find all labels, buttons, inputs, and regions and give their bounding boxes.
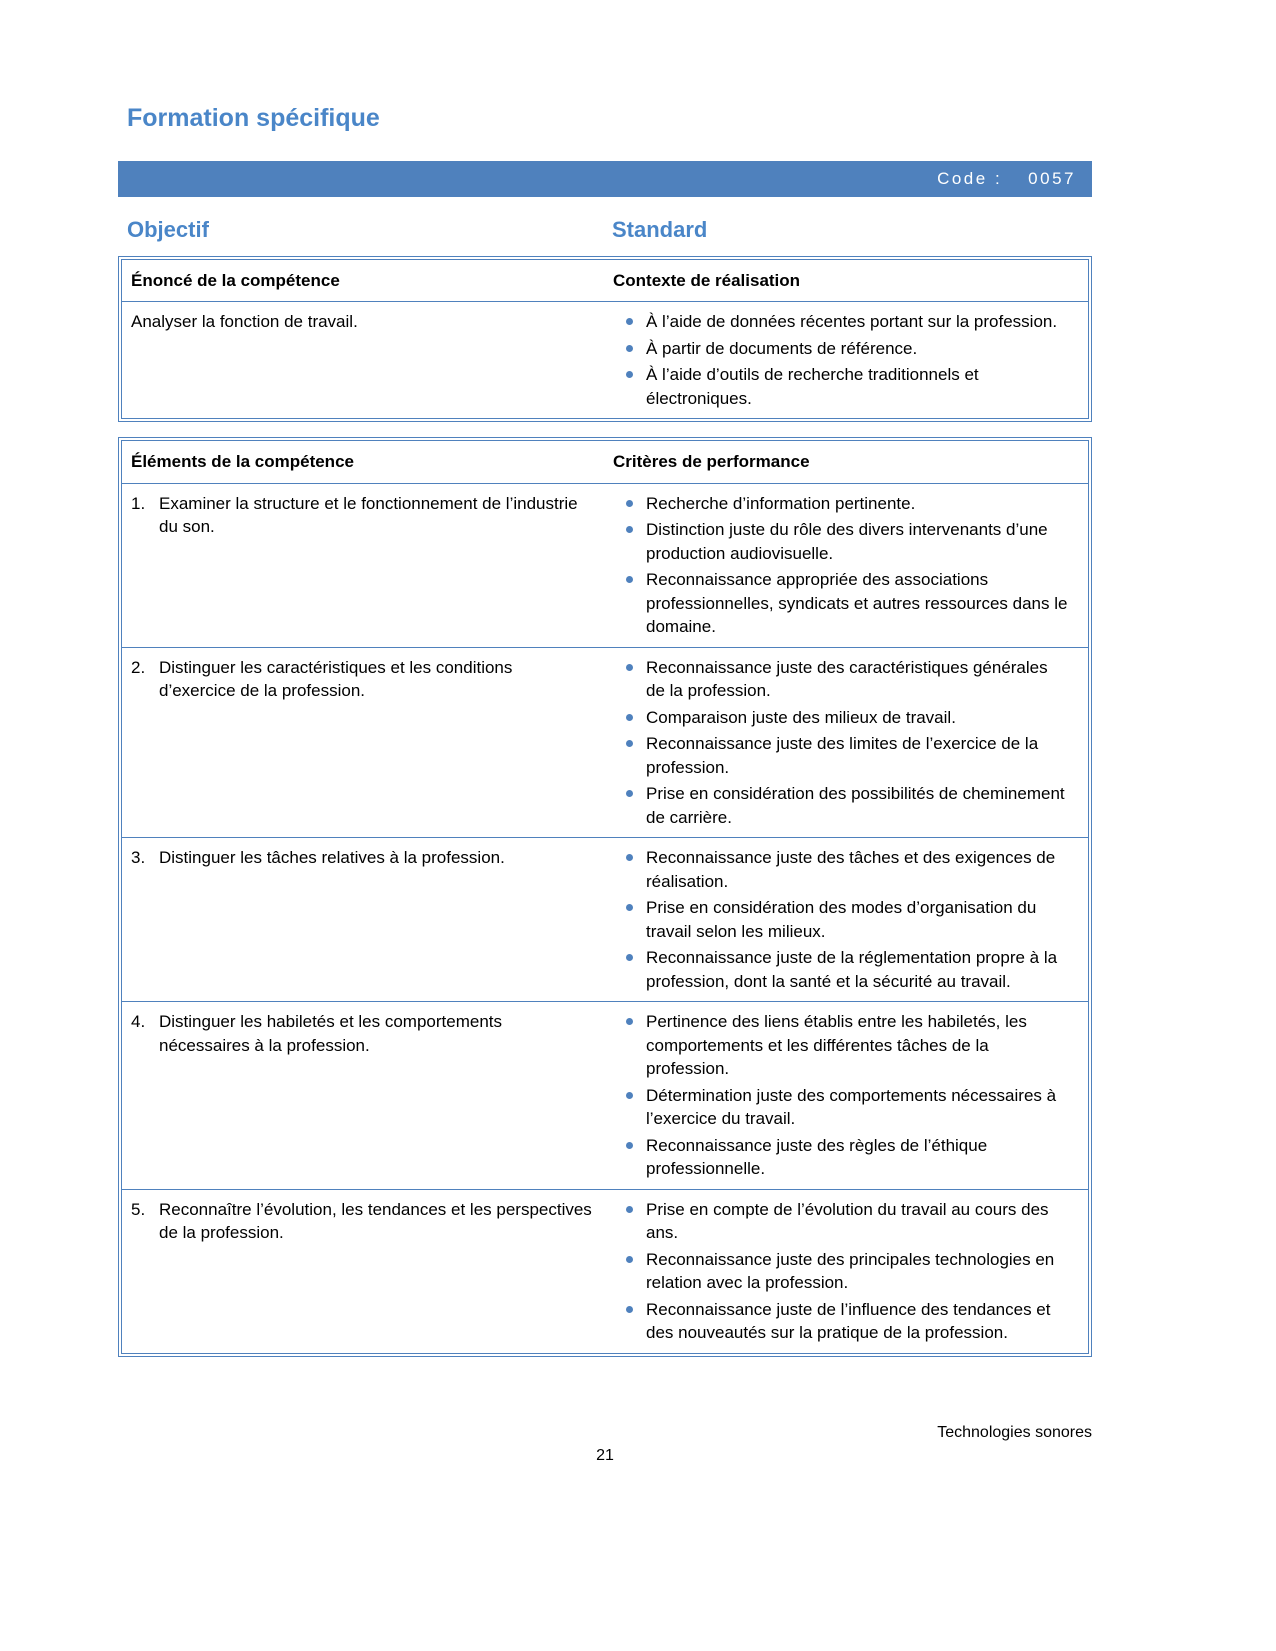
element-cell <box>122 838 613 1001</box>
element-item <box>131 492 593 539</box>
bullet-icon <box>626 371 633 378</box>
list-item <box>613 1134 1068 1181</box>
bullet-text: Reconnaissance juste de la réglementation propre à la profession, dont la santé et la sécurité au travail. <box>646 948 1058 991</box>
element-text: Distinguer les tâches relatives à la profession. <box>159 848 505 868</box>
footer-program-name: Technologies sonores <box>937 1423 1092 1441</box>
bullet-icon <box>626 1206 633 1213</box>
bullet-text: Distinction juste du rôle des divers intervenants d’une production audiovisuelle. <box>646 520 1048 563</box>
column-heading-standard: Standard <box>612 216 708 242</box>
bullet-icon <box>626 1018 633 1025</box>
list-item <box>613 782 1068 829</box>
list-item <box>613 896 1068 943</box>
code-bar <box>118 161 1092 197</box>
bullet-icon <box>626 740 633 747</box>
element-number: 1. <box>131 493 146 513</box>
list-item <box>613 492 1068 516</box>
bullet-icon <box>626 1092 633 1099</box>
element-cell <box>122 484 613 647</box>
bullet-text: Reconnaissance juste des règles de l’éthique professionnelle. <box>646 1135 988 1179</box>
table-row <box>122 837 1088 1001</box>
bullet-text: À partir de documents de référence. <box>646 338 918 358</box>
criteres-bullet-list <box>613 1190 1088 1353</box>
bullet-icon <box>626 1306 633 1313</box>
criteres-bullet-list <box>613 838 1088 1001</box>
list-item <box>613 1084 1068 1131</box>
element-item <box>131 846 593 870</box>
bullet-text: Reconnaissance juste des caractéristiques générales de la profession. <box>646 657 1048 701</box>
table-row <box>122 1189 1088 1353</box>
table-row <box>122 483 1088 647</box>
table-row <box>122 1001 1088 1189</box>
competence-statement-cell <box>122 302 613 418</box>
list-item <box>613 846 1068 893</box>
list-item <box>613 1198 1068 1245</box>
element-item <box>131 1198 593 1245</box>
code-label: Code : <box>937 168 1003 188</box>
element-cell <box>122 648 613 838</box>
bullet-text: Reconnaissance appropriée des associations professionnelles, syndicats et autres ressources dans le domaine. <box>646 570 1068 637</box>
bullet-icon <box>626 500 633 507</box>
element-number: 3. <box>131 848 146 868</box>
bullet-icon <box>626 576 633 583</box>
table-header-row <box>122 441 1088 483</box>
bullet-icon <box>626 526 633 533</box>
element-item <box>131 1010 593 1057</box>
bullet-icon <box>626 854 633 861</box>
bullet-text: Prise en considération des modes d’organisation du travail selon les milieux. <box>646 898 1037 941</box>
element-number: 4. <box>131 1012 146 1032</box>
element-text: Distinguer les caractéristiques et les conditions d’exercice de la profession. <box>159 657 513 701</box>
bullet-text: Reconnaissance juste des tâches et des exigences de réalisation. <box>646 848 1056 891</box>
element-number: 5. <box>131 1199 146 1219</box>
bullet-text: Comparaison juste des milieux de travail. <box>646 707 956 727</box>
list-item <box>613 1248 1068 1295</box>
bullet-text: Reconnaissance juste des limites de l’exercice de la profession. <box>646 734 1039 777</box>
list-item <box>613 706 1068 730</box>
table-row <box>122 647 1088 838</box>
element-text: Reconnaître l’évolution, les tendances et les perspectives de la profession. <box>159 1199 592 1243</box>
column-headings <box>118 217 1092 243</box>
bullet-text: Pertinence des liens établis entre les habiletés, les comportements et les différentes tâches de la profession. <box>646 1012 1027 1079</box>
bullet-text: Reconnaissance juste de l’influence des tendances et des nouveautés sur la pratique de la profession. <box>646 1299 1051 1343</box>
contexte-bullet-list <box>613 302 1088 418</box>
bullet-text: Recherche d’information pertinente. <box>646 493 916 513</box>
list-item <box>613 1298 1068 1345</box>
list-item <box>613 656 1068 703</box>
header-contexte-realisation: Contexte de réalisation <box>613 270 801 290</box>
table-row <box>122 301 1088 418</box>
bullet-icon <box>626 318 633 325</box>
criteres-bullet-list <box>613 484 1088 647</box>
section-title: Formation spécifique <box>127 104 380 132</box>
bullet-icon <box>626 345 633 352</box>
bullet-icon <box>626 954 633 961</box>
code-value: 0057 <box>1028 168 1076 188</box>
list-item <box>613 732 1068 779</box>
list-item <box>613 946 1068 993</box>
column-heading-objectif: Objectif <box>127 216 209 242</box>
bullet-icon <box>626 664 633 671</box>
bullet-icon <box>626 714 633 721</box>
bullet-icon <box>626 904 633 911</box>
bullet-text: À l’aide d’outils de recherche traditionnels et électroniques. <box>646 365 979 408</box>
element-text: Distinguer les habiletés et les comportements nécessaires à la profession. <box>159 1012 502 1055</box>
competence-statement: Analyser la fonction de travail. <box>131 312 358 332</box>
header-elements-competence: Éléments de la compétence <box>131 452 354 472</box>
criteres-bullet-list <box>613 648 1088 838</box>
page-number: 21 <box>596 1446 614 1464</box>
competence-table <box>121 259 1089 420</box>
element-cell <box>122 1002 613 1189</box>
list-item <box>613 518 1068 565</box>
bullet-icon <box>626 790 633 797</box>
list-item <box>613 1010 1068 1081</box>
bullet-text: Détermination juste des comportements nécessaires à l’exercice du travail. <box>646 1085 1057 1129</box>
bullet-text: À l’aide de données récentes portant sur la profession. <box>646 312 1058 332</box>
bullet-icon <box>626 1142 633 1149</box>
element-item <box>131 656 593 703</box>
list-item <box>613 310 1068 334</box>
bullet-text: Prise en compte de l’évolution du travail au cours des ans. <box>646 1199 1049 1243</box>
list-item <box>613 363 1068 410</box>
list-item <box>613 337 1068 361</box>
element-number: 2. <box>131 657 146 677</box>
bullet-text: Reconnaissance juste des principales technologies en relation avec la profession. <box>646 1249 1055 1293</box>
table-header-row <box>122 260 1088 302</box>
elements-table <box>121 440 1089 1354</box>
bullet-icon <box>626 1256 633 1263</box>
criteres-bullet-list <box>613 1002 1088 1189</box>
list-item <box>613 568 1068 639</box>
header-criteres-performance: Critères de performance <box>613 452 810 472</box>
element-text: Examiner la structure et le fonctionnement de l’industrie du son. <box>159 493 578 537</box>
header-enonce-competence: Énoncé de la compétence <box>131 270 340 290</box>
element-cell <box>122 1190 613 1353</box>
bullet-text: Prise en considération des possibilités de cheminement de carrière. <box>646 784 1065 827</box>
